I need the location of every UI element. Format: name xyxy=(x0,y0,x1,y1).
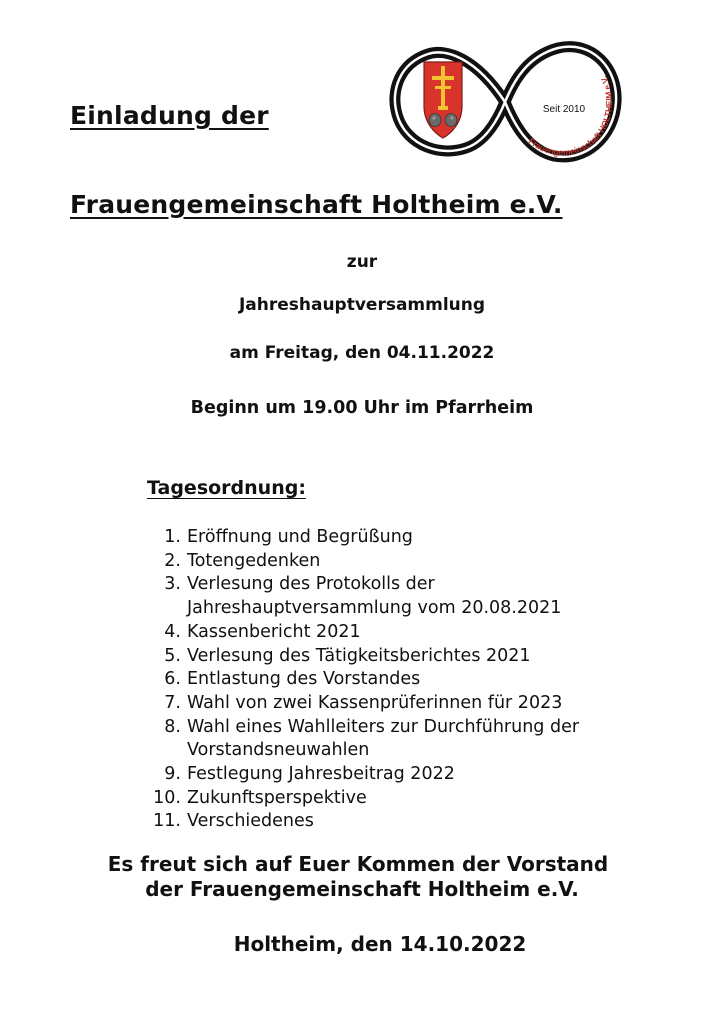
heading-line-2: Frauengemeinschaft Holtheim e.V. xyxy=(70,190,563,219)
invite-event: Jahreshauptversammlung xyxy=(238,295,486,315)
agenda-item: 11. Verschiedenes xyxy=(153,811,314,832)
agenda-item: 6. Entlastung des Vorstandes xyxy=(164,669,421,690)
club-logo xyxy=(388,38,622,166)
shield-icon xyxy=(424,62,462,138)
agenda-item: 10. Zukunftsperspektive xyxy=(153,787,367,808)
invite-start: Beginn um 19.00 Uhr im Pfarrheim xyxy=(190,398,534,418)
agenda-item: 5. Verlesung des Tätigkeitsberichtes 2021 xyxy=(164,645,531,666)
agenda-item: 4. Kassenbericht 2021 xyxy=(164,621,361,642)
agenda-item: 2. Totengedenken xyxy=(164,550,321,571)
heading-line-1: Einladung der xyxy=(70,101,269,130)
closing-line-1: Es freut sich auf Euer Kommen der Vorstand xyxy=(107,852,609,876)
invite-date: am Freitag, den 04.11.2022 xyxy=(229,343,495,363)
logo-ring-text: Frauengemeinschaft HOLTHEIM e.V. xyxy=(526,74,615,158)
agenda-item: 8. Wahl eines Wahlleiters zur Durchführung der Vorstandsneuwahlen xyxy=(164,716,580,761)
invite-zur: zur xyxy=(346,252,378,272)
logo-since-text: Seit 2010 xyxy=(542,104,586,115)
place-date: Holtheim, den 14.10.2022 xyxy=(233,932,527,956)
agenda-list xyxy=(147,526,579,834)
agenda-item: 3. Verlesung des Protokolls der Jahreshauptversammlung vom 20.08.2021 xyxy=(164,574,562,619)
agenda-item: 7. Wahl von zwei Kassenprüferinnen für 2023 xyxy=(164,692,563,713)
agenda-item: 1. Eröffnung und Begrüßung xyxy=(164,527,413,547)
agenda-item: 9. Festlegung Jahresbeitrag 2022 xyxy=(164,764,455,785)
closing-line-2: der Frauengemeinschaft Holtheim e.V. xyxy=(145,877,579,901)
agenda-title: Tagesordnung: xyxy=(147,477,306,499)
